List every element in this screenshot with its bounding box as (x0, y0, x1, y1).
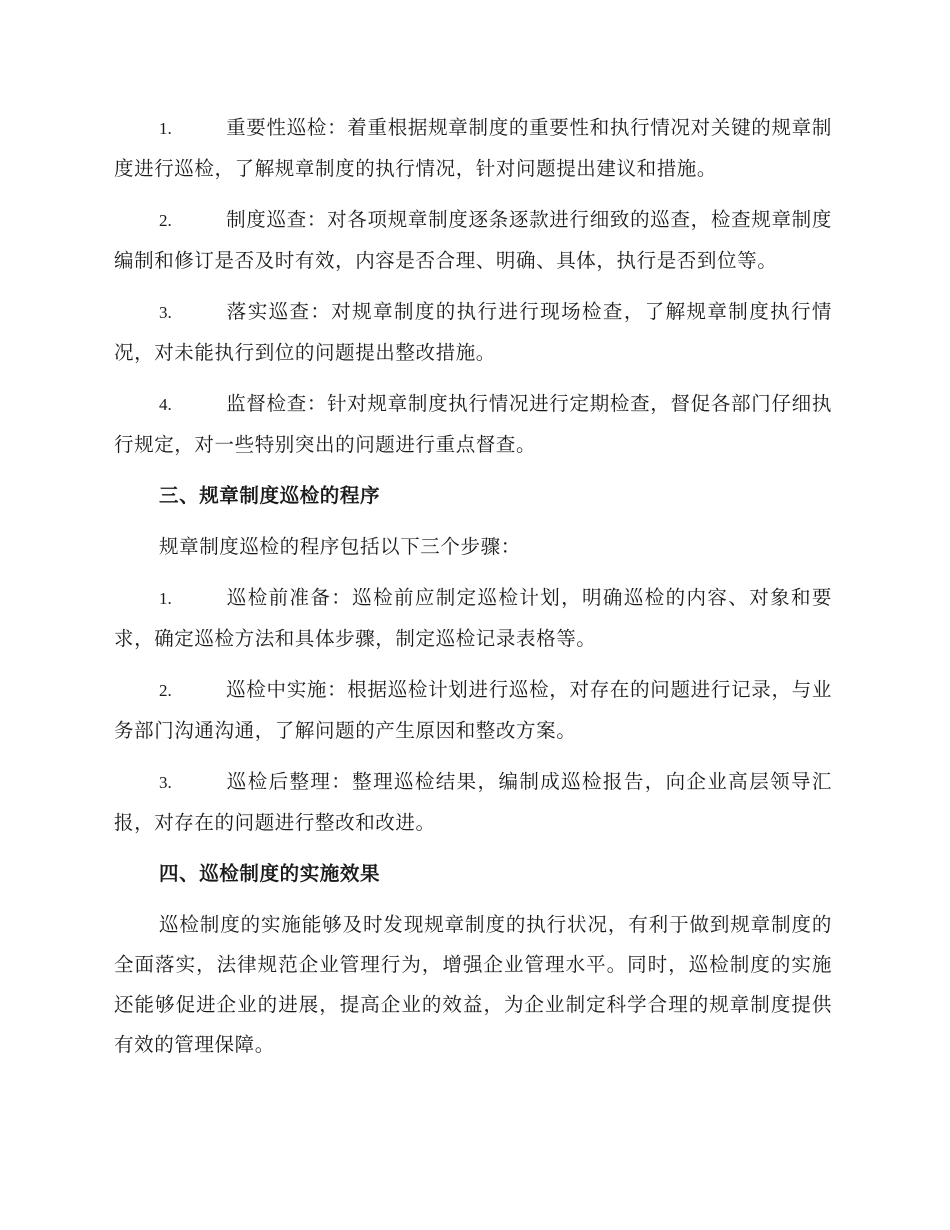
list-item (114, 108, 832, 189)
list-item (114, 670, 832, 751)
document-body (114, 108, 832, 1076)
list-item (114, 200, 832, 281)
list-number: 2. (159, 681, 172, 700)
list-text: 巡检中实施：根据巡检计划进行巡检，对存在的问题进行记录，与业务部门沟通沟通，了解问题的产生原因和整改方案。 (114, 678, 832, 742)
list-number: 3. (159, 773, 172, 792)
section-heading: 三、规章制度巡检的程序 (159, 484, 381, 507)
list-item (114, 292, 832, 373)
list-text: 制度巡查：对各项规章制度逐条逐款进行细致的巡查，检查规章制度编制和修订是否及时有效，内容是否合理、明确、具体，执行是否到位等。 (114, 208, 832, 272)
list-text: 落实巡查：对规章制度的执行进行现场检查，了解规章制度执行情况，对未能执行到位的问题提出整改措施。 (114, 300, 832, 364)
list-text: 巡检后整理：整理巡检结果，编制成巡检报告，向企业高层领导汇报，对存在的问题进行整改和改进。 (114, 770, 832, 834)
paragraph: 规章制度巡检的程序包括以下三个步骤： (159, 535, 521, 558)
list-text: 巡检前准备：巡检前应制定巡检计划，明确巡检的内容、对象和要求，确定巡检方法和具体步骤，制定巡检记录表格等。 (114, 586, 832, 650)
list-item (114, 578, 832, 659)
list-text: 监督检查：针对规章制度执行情况进行定期检查，督促各部门仔细执行规定，对一些特别突出的问题进行重点督查。 (114, 392, 832, 456)
paragraph: 巡检制度的实施能够及时发现规章制度的执行状况，有利于做到规章制度的全面落实，法律规范企业管理行为，增强企业管理水平。同时，巡检制度的实施还能够促进企业的进展，提高企业的效益，为企业制定科学合理的规章制度提供有效的管理保障。 (114, 913, 832, 1056)
list-number: 4. (159, 395, 172, 414)
list-number: 3. (159, 303, 172, 322)
list-text: 重要性巡检：着重根据规章制度的重要性和执行情况对关键的规章制度进行巡检，了解规章制度的执行情况，针对问题提出建议和措施。 (114, 116, 832, 180)
list-item (114, 762, 832, 843)
list-number: 1. (159, 589, 172, 608)
list-number: 2. (159, 211, 172, 230)
list-number: 1. (159, 119, 172, 138)
list-item (114, 384, 832, 465)
section-heading: 四、巡检制度的实施效果 (159, 862, 381, 885)
